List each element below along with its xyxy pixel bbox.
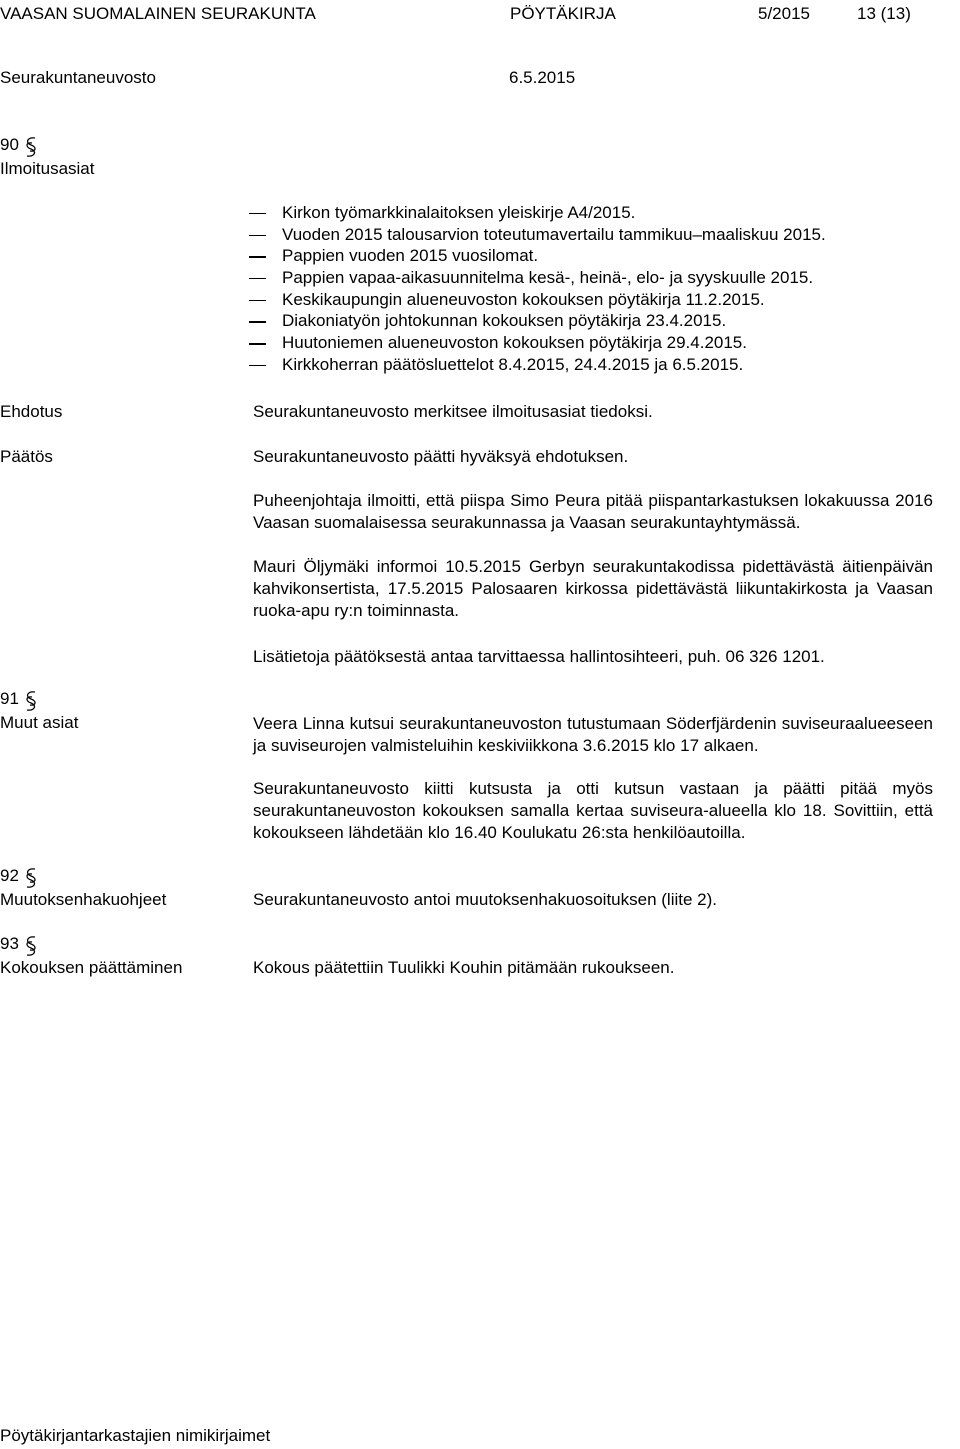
section-number-text: 92 bbox=[0, 866, 19, 885]
list-item: Pappien vuoden 2015 vuosilomat. bbox=[249, 246, 826, 268]
list-item: Diakoniatyön johtokunnan kokouksen pöytäkirja 23.4.2015. bbox=[249, 311, 826, 333]
section-number-text: 90 bbox=[0, 135, 19, 154]
section-91-title: Muut asiat bbox=[0, 713, 79, 732]
paatos-text: Seurakuntaneuvosto päätti hyväksyä ehdotuksen. bbox=[253, 447, 629, 466]
paragraph-accepted: Seurakuntaneuvosto kiitti kutsusta ja otti kutsun vastaan ja päätti pitää myös seurakuntaneuvoston kokouksen samalla kertaa suviseura-alueella klo 18. Sovittiin, että kokoukseen lähdetään klo 16.40 Koulukatu 26:sta henkilöautoilla. bbox=[253, 779, 933, 842]
announcement-list bbox=[249, 203, 826, 377]
footer-initials-label: Pöytäkirjantarkastajien nimikirjaimet bbox=[0, 1426, 271, 1445]
section-sign-icon bbox=[24, 934, 38, 958]
paragraph-invitation: Veera Linna kutsui seurakuntaneuvoston tutustumaan Söderfjärdenin suviseuraalueeseen ja suviseurojen valmisteluihin keskiviikkona 3.6.2015 klo 17 alkaen. bbox=[253, 714, 933, 755]
section-number-text: 91 bbox=[0, 689, 19, 708]
list-item: Huutoniemen alueneuvoston kokouksen pöytäkirja 29.4.2015. bbox=[249, 333, 826, 355]
header-page: 13 (13) bbox=[857, 4, 911, 23]
ehdotus-text: Seurakuntaneuvosto merkitsee ilmoitusasiat tiedoksi. bbox=[253, 402, 653, 421]
list-item: Pappien vapaa-aikasuunnitelma kesä-, heinä-, elo- ja syyskuulle 2015. bbox=[249, 268, 826, 290]
section-number-text: 93 bbox=[0, 934, 19, 953]
list-item: Vuoden 2015 talousarvion toteutumavertailu tammikuu–maaliskuu 2015. bbox=[249, 225, 826, 247]
list-item: Kirkon työmarkkinalaitoksen yleiskirje A4/2015. bbox=[249, 203, 826, 225]
paragraph-informs: Mauri Öljymäki informoi 10.5.2015 Gerbyn seurakuntakodissa pidettävästä äitienpäivän kahvikonsertista, 17.5.2015 Palosaaren kirkossa pidettävästä liikuntakirkosta ja Vaasan ruoka-apu ry:n toiminnasta. bbox=[253, 557, 933, 620]
section-sign-icon bbox=[24, 866, 38, 890]
section-90-title: Ilmoitusasiat bbox=[0, 159, 95, 178]
section-sign-icon bbox=[24, 689, 38, 713]
section-93-title: Kokouksen päättäminen bbox=[0, 958, 183, 977]
section-92-title: Muutoksenhakuohjeet bbox=[0, 890, 167, 909]
header-body: Seurakuntaneuvosto bbox=[0, 68, 156, 87]
header-date: 6.5.2015 bbox=[509, 68, 576, 87]
header-doc-type: PÖYTÄKIRJA bbox=[510, 4, 616, 23]
list-item: Keskikaupungin alueneuvoston kokouksen pöytäkirja 11.2.2015. bbox=[249, 290, 826, 312]
header-number: 5/2015 bbox=[758, 4, 810, 23]
paragraph-contact: Lisätietoja päätöksestä antaa tarvittaessa hallintosihteeri, puh. 06 326 1201. bbox=[253, 647, 825, 666]
header-org: VAASAN SUOMALAINEN SEURAKUNTA bbox=[0, 4, 316, 23]
section-sign-icon bbox=[24, 135, 38, 159]
list-item: Kirkkoherran päätösluettelot 8.4.2015, 24.4.2015 ja 6.5.2015. bbox=[249, 355, 826, 377]
ehdotus-label: Ehdotus bbox=[0, 402, 63, 421]
section-92-text: Seurakuntaneuvosto antoi muutoksenhakuosoituksen (liite 2). bbox=[253, 890, 718, 909]
section-93-text: Kokous päätettiin Tuulikki Kouhin pitämään rukoukseen. bbox=[253, 958, 675, 977]
paatos-label: Päätös bbox=[0, 447, 53, 466]
paragraph-bishop: Puheenjohtaja ilmoitti, että piispa Simo Peura pitää piispantarkastuksen lokakuussa 2016 Vaasan suomalaisessa seurakunnassa ja Vaasan seurakuntayhtymässä. bbox=[253, 491, 933, 532]
